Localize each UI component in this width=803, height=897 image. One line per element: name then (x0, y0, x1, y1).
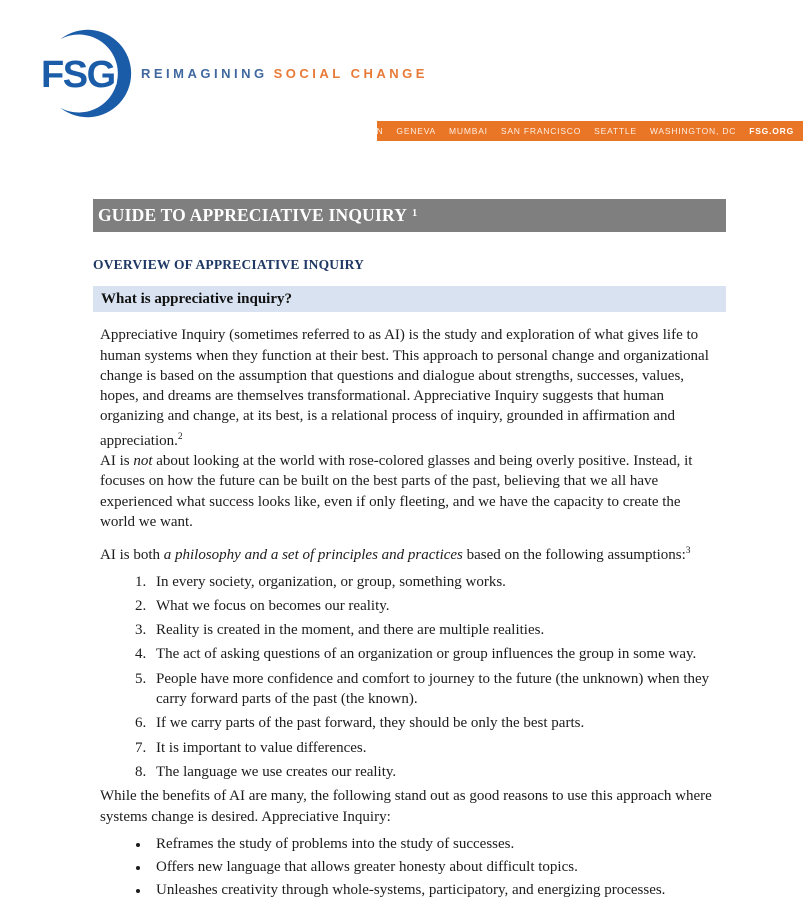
assumption-item: 2. What we focus on becomes our reality. (150, 596, 719, 616)
assumption-item: 4. The act of asking questions of an organization or group influences the group in some way. (150, 644, 719, 664)
title-footnote-marker: 1 (412, 208, 418, 220)
assumption-item: 1. In every society, organization, or group, something works. (150, 572, 719, 592)
office-city: GENEVA (396, 126, 437, 136)
paragraph-3-pre: AI is both (100, 547, 164, 564)
document-title-bar (93, 199, 726, 232)
question-box (93, 286, 726, 312)
logo-text: FSG (40, 53, 115, 96)
benefits-list (100, 834, 719, 897)
fsg-logo (40, 26, 135, 121)
section-heading: OVERVIEW OF APPRECIATIVE INQUIRY (93, 257, 365, 272)
body-text (93, 325, 726, 897)
office-city: SEATTLE (594, 126, 637, 136)
assumption-item: 6. If we carry parts of the past forward, they should be only the best parts. (150, 713, 719, 733)
question-box-title: What is appreciative inquiry? (101, 291, 292, 308)
assumption-item: 3. Reality is created in the moment, and there are multiple realities. (150, 620, 719, 640)
paragraph-what-is-ai (100, 325, 719, 451)
paragraph-3-italic: a philosophy and a set of principles and practices (163, 547, 463, 564)
benefit-item: • Offers new language that allows greater honesty about difficult topics. (150, 857, 719, 877)
brand-tagline (141, 66, 428, 81)
office-city: MUMBAI (449, 126, 488, 136)
paragraph-2-pre: AI is (100, 453, 134, 470)
paragraph-1-text: Appreciative Inquiry (sometimes referred to as AI) is the study and exploration of what gives life to human systems when they function at their best. This approach to personal change and organizational change is based on the assumption that questions and dialogue about strengths, successes, values, hopes, and dreams are themselves transformational. Appreciative Inquiry suggests that human organizing and change, at its best, is a relational process of inquiry, grounded in affirmation and appreciation. (100, 327, 709, 449)
paragraph-2-post: about looking at the world with rose-colored glasses and being overly positive. Instead, it focuses on how the future can be built on the best parts of the past, believing that we all have experienced what success looks like, even if only fleeting, and we have the capacity to create the world we want. (100, 453, 693, 530)
office-city: BOSTON (342, 126, 384, 136)
assumption-item: 5. People have more confidence and comfort to journey to the future (the unknown) when they carry forward parts of the past (the known). (150, 669, 719, 710)
benefits-intro: While the benefits of AI are many, the following stand out as good reasons to use this approach where systems change is desired. Appreciative Inquiry: (100, 788, 712, 825)
tagline-social-change: SOCIAL CHANGE (273, 66, 428, 81)
assumption-item: 8. The language we use creates our reality. (150, 762, 719, 782)
benefit-item: • Unleashes creativity through whole-systems, participatory, and energizing processes. (150, 880, 719, 897)
office-city: SAN FRANCISCO (500, 126, 582, 136)
assumption-item: 7. It is important to value differences. (150, 738, 719, 758)
document-title: GUIDE TO APPRECIATIVE INQUIRY (98, 205, 408, 226)
footnote-3-marker: 3 (685, 546, 691, 557)
office-city: WASHINGTON, DC (649, 126, 737, 136)
assumptions-list (100, 572, 719, 783)
paragraph-3-post: based on the following assumptions: (462, 547, 686, 564)
paragraph-2-italic: not (133, 453, 153, 470)
paragraph-philosophy-intro (100, 541, 719, 565)
office-locations-bar (342, 121, 803, 141)
footnote-2-marker: 2 (177, 431, 183, 442)
benefit-item: • Reframes the study of problems into the study of successes. (150, 834, 719, 854)
document-content (93, 199, 726, 897)
tagline-reimagining: REIMAGINING (141, 66, 268, 81)
fsg-org-label: FSG.ORG (749, 126, 794, 136)
paragraph-not-rose-colored (100, 451, 719, 532)
